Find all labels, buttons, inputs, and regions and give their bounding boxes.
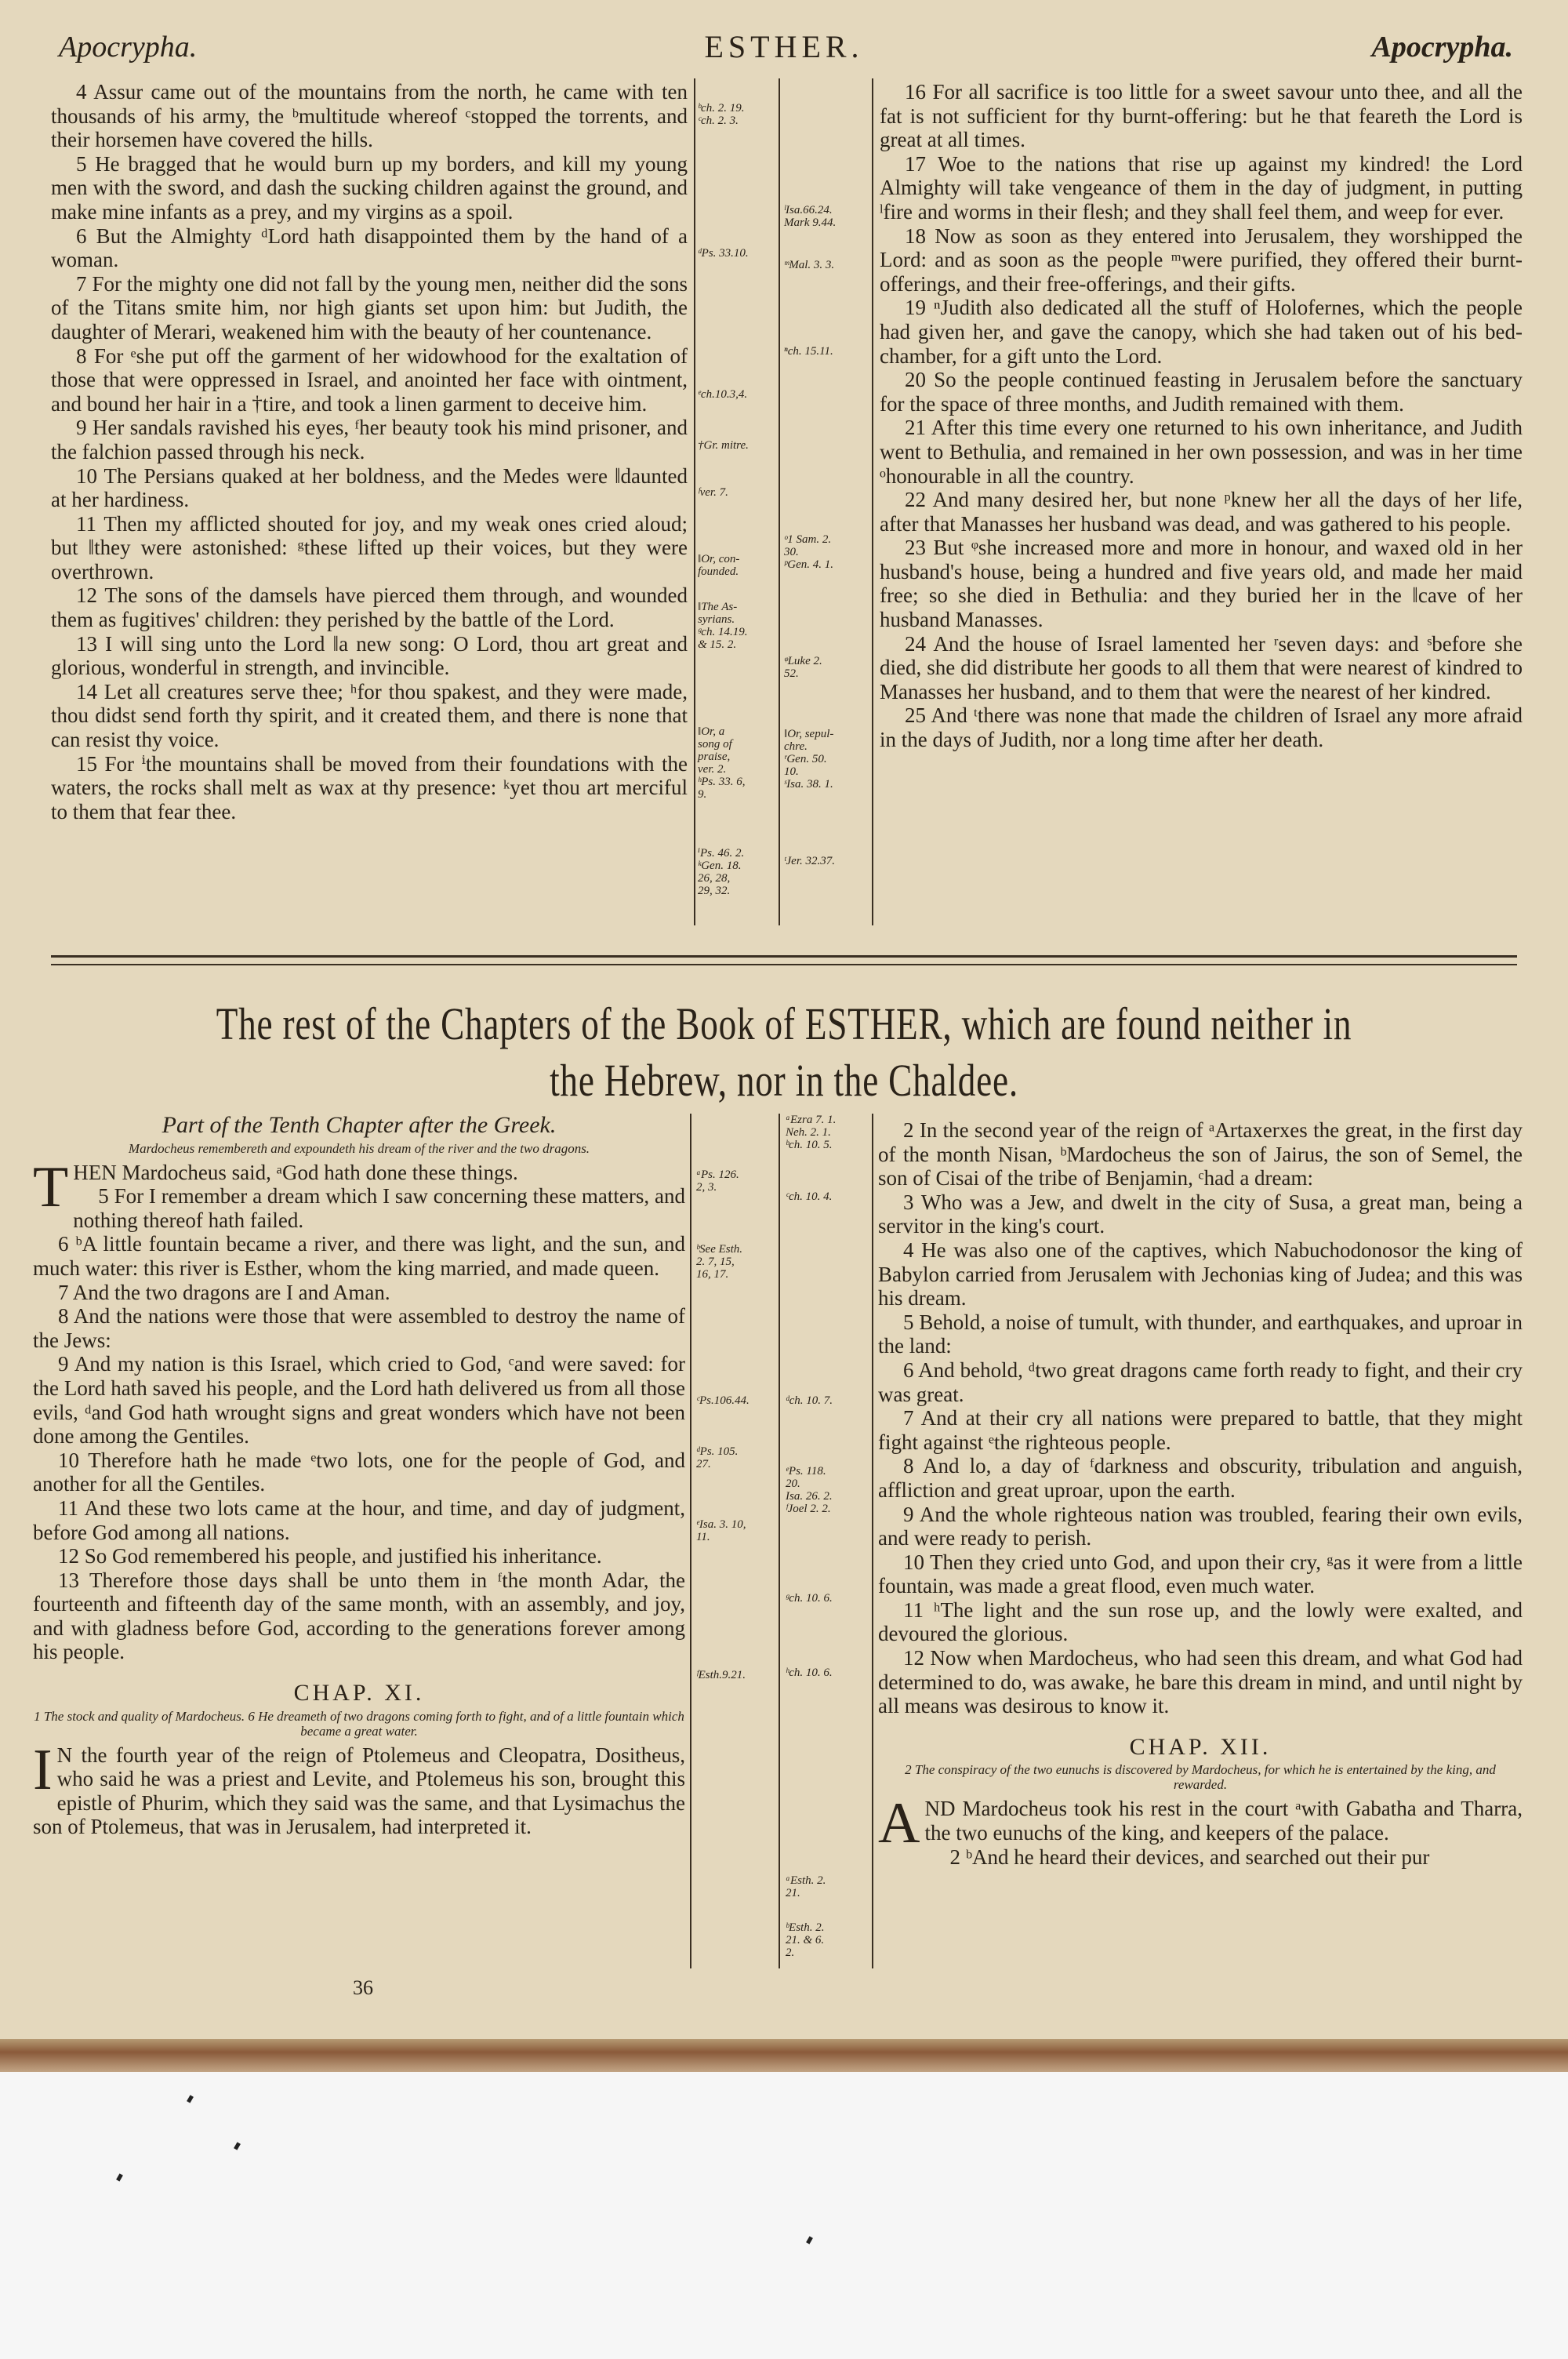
verse: 5 For I remember a dream which I saw concerning these matters, and nothing thereof hath failed. bbox=[73, 1184, 685, 1232]
margin-note: ᵈPs. 105. 27. bbox=[696, 1445, 739, 1470]
page-number: 36 bbox=[353, 1976, 373, 1999]
verse: 6 But the Almighty ᵈLord hath disappointed them by the hand of a woman. bbox=[51, 224, 688, 272]
verse: 17 Woe to the nations that rise up against my kindred! the Lord Almighty will take vengeance of them in the day of judgment, in putting ˡfire and worms in their flesh; and they shall feel them, and weep for ever. bbox=[880, 151, 1523, 224]
top-right-margin-notes bbox=[784, 78, 869, 925]
verse: 2 ᵇAnd he heard their devices, and searched out their pur bbox=[949, 1845, 1430, 1869]
verse: 13 Therefore those days shall be unto them in ᶠthe month Adar, the fourteenth and fifteenth day of the same month, with an assembly, and joy, and with gladness before God, according to the generations forever among his people. bbox=[33, 1568, 685, 1664]
table-surface bbox=[0, 2072, 1568, 2359]
column-rule bbox=[779, 1114, 780, 1968]
verse: 10 Therefore hath he made ᵉtwo lots, one for the people of God, and another for all the Gentiles. bbox=[33, 1448, 685, 1496]
verse: 18 Now as soon as they entered into Jerusalem, they worshipped the Lord: and as soon as the people ᵐwere purified, they offered their burnt-offerings, and their free-offerings, and their gifts. bbox=[880, 224, 1523, 296]
margin-note: ᵈch. 10. 7. bbox=[786, 1394, 833, 1407]
chapter-title: CHAP. XII. bbox=[1129, 1733, 1272, 1760]
verse: 10 Then they cried unto God, and upon their cry, ᵍas it were from a little fountain, was made a great flood, even much water. bbox=[878, 1550, 1523, 1598]
verse: 7 And at their cry all nations were prepared to battle, that they might fight against ᵉthe righteous people. bbox=[878, 1406, 1523, 1454]
book-edge bbox=[0, 2039, 1568, 2072]
running-head-center: ESTHER. bbox=[704, 29, 864, 64]
margin-note: ᶜch. 10. 4. bbox=[786, 1190, 833, 1203]
verse: 21 After this time every one returned to his own inheritance, and Judith went to Bethulia, and remained in her own possession, and was in her time ᵒhonourable in all the country. bbox=[880, 416, 1523, 488]
verse: 22 And many desired her, but none ᵖknew her all the days of her life, after that Manasses her husband was dead, and was gathered to his people. bbox=[880, 488, 1523, 536]
verse: 16 For all sacrifice is too little for a sweet savour unto thee, and all the fat is not sufficient for thy burnt-offering: but he that feareth the Lord is great at all times. bbox=[880, 80, 1523, 152]
verse: 20 So the people continued feasting in Jerusalem before the sanctuary for the space of three months, and Judith remained with them. bbox=[880, 368, 1523, 416]
verse: 15 For ⁱthe mountains shall be moved from their foundations with the waters, the rocks shall melt as wax at thy presence: ᵏyet thou art merciful to them that fear thee. bbox=[51, 751, 688, 823]
margin-note: ᵈPs. 33.10. bbox=[698, 247, 749, 260]
verse: 9 And the whole righteous nation was troubled, fearing their own evils, and were ready to perish. bbox=[878, 1502, 1523, 1550]
top-left-column bbox=[51, 80, 688, 823]
column-rule bbox=[694, 78, 695, 925]
top-left-margin-notes bbox=[698, 78, 776, 925]
chapter-summary: 1 The stock and quality of Mardocheus. 6 He dreameth of two dragons coming forth to fight, and of a little fountain which became a great water. bbox=[34, 1708, 684, 1739]
verse: 8 And the nations were those that were assembled to destroy the name of the Jews: bbox=[33, 1304, 685, 1352]
top-right-column bbox=[880, 80, 1523, 752]
running-head-right: Apocrypha. bbox=[1371, 31, 1513, 64]
verse: 9 And my nation is this Israel, which cried to God, ᶜand were saved: for the Lord hath saved his people, and the Lord hath delivered us from all those evils, ᵈand God hath wrought signs and great wonders which have not been done among the Gentiles. bbox=[33, 1352, 685, 1448]
debris-mark bbox=[806, 2236, 813, 2244]
verse: 4 He was also one of the captives, which Nabuchodonosor the king of Babylon carried from Jerusalem with Jechonias king of Judea; and this was his dream. bbox=[878, 1238, 1523, 1310]
column-rule bbox=[872, 1114, 873, 1968]
verse: AND Mardocheus took his rest in the court ᵃwith Gabatha and Tharra, the two eunuchs of the king, and keepers of the palace. bbox=[878, 1791, 1523, 1856]
margin-note: ᵃEzra 7. 1. Neh. 2. 1. ᵇch. 10. 5. bbox=[786, 1114, 837, 1151]
margin-note: ᶠver. 7. bbox=[698, 486, 728, 499]
margin-note: ᵃEsth. 2. 21. bbox=[786, 1874, 826, 1899]
margin-note: ᵐMal. 3. 3. bbox=[784, 259, 835, 271]
margin-note: ᵉIsa. 3. 10, 11. bbox=[696, 1518, 746, 1543]
verse: 12 The sons of the damsels have pierced them through, and wounded them as fugitives' children: they perished by the battle of the Lord. bbox=[51, 583, 688, 632]
column-rule bbox=[779, 78, 780, 925]
debris-mark bbox=[234, 2142, 241, 2150]
verse: 8 For ᵉshe put off the garment of her widowhood for the exaltation of those that were oppressed in Israel, and anointed her face with ointment, and bound her hair in a †tire, and took a linen garment to deceive him. bbox=[51, 343, 688, 416]
margin-note: ʰch. 10. 6. bbox=[786, 1667, 833, 1679]
verse: 13 I will sing unto the Lord ‖a new song: O Lord, thou art great and glorious, wonderful in strength, and invincible. bbox=[51, 631, 688, 680]
drop-cap: I bbox=[33, 1737, 53, 1802]
verse: 7 For the mighty one did not fall by the young men, neither did the sons of the Titans smite him, nor high giants set upon him: but Judith, the daughter of Merari, weakened him with the beauty of her countenance. bbox=[51, 271, 688, 343]
bottom-left-column bbox=[33, 1114, 685, 1839]
drop-cap: A bbox=[878, 1791, 920, 1856]
chapter-summary: 2 The conspiracy of the two eunuchs is discovered by Mardocheus, for which he is entertained by the king, and rewarded. bbox=[905, 1762, 1496, 1793]
margin-note: ‖The As- syrians. ᵍch. 14.19. & 15. 2. bbox=[698, 601, 748, 651]
margin-note: ‖Or, a song of praise, ver. 2. ʰPs. 33. 6, 9. bbox=[698, 725, 746, 801]
verse: 2 In the second year of the reign of ᵃArtaxerxes the great, in the first day of the month Nisan, ᵇMardocheus the son of Jairus, the son of Semel, the son of Cisai of the tribe of Benjamin, ᶜhad a dream: bbox=[878, 1118, 1523, 1190]
verse: 11 ʰThe light and the sun rose up, and the lowly were exalted, and devoured the glorious. bbox=[878, 1598, 1523, 1646]
section-heading: The rest of the Chapters of the Book of ESTHER, which are found neither in the Hebrew, nor in the Chaldee. bbox=[216, 998, 1352, 1106]
margin-note: ‖Or, con- founded. bbox=[698, 553, 740, 578]
running-head-left: Apocrypha. bbox=[59, 31, 198, 64]
margin-note: ᵒ1 Sam. 2. 30. ᵖGen. 4. 1. bbox=[784, 533, 833, 571]
verse: 12 Now when Mardocheus, who had seen this dream, and what God had determined to do, was awake, he bare this dream in mind, and until night by all means was desirous to know it. bbox=[878, 1646, 1523, 1718]
margin-note: ᵠLuke 2. 52. bbox=[784, 655, 822, 680]
margin-note: †Gr. mitre. bbox=[698, 439, 749, 452]
section-rule bbox=[51, 955, 1517, 958]
verse: THEN Mardocheus said, ᵃGod hath done these things. bbox=[33, 1154, 518, 1219]
margin-note: ⁱPs. 46. 2. ᵏGen. 18. 26, 28, 29, 32. bbox=[698, 847, 745, 897]
verse: 5 Behold, a noise of tumult, with thunder, and earthquakes, and uproar in the land: bbox=[878, 1310, 1523, 1358]
verse: 19 ⁿJudith also dedicated all the stuff of Holofernes, which the people had given her, and gave the canopy, which she had taken out of his bed-chamber, for a gift unto the Lord. bbox=[880, 296, 1523, 368]
part-title: Part of the Tenth Chapter after the Greek. bbox=[162, 1112, 557, 1138]
margin-note: ᵇSee Esth. 2. 7, 15, 16, 17. bbox=[696, 1243, 743, 1281]
verse: I N the fourth year of the reign of Ptolemeus and Cleopatra, Dositheus, who said he was a priest and Levite, and Ptolemeus his son, brought this epistle of Phurim, which they said was the same, and that Lysimachus the son of Ptolemeus, that was in Jerusalem, had interpreted it. bbox=[33, 1737, 685, 1839]
verse: 5 He bragged that he would burn up my borders, and kill my young men with the sword, and dash the sucking children against the ground, and make mine infants as a prey, and my virgins as a spoil. bbox=[51, 151, 688, 224]
bottom-right-margin-notes bbox=[786, 1114, 870, 1968]
column-rule bbox=[690, 1114, 691, 1968]
margin-note: ⁿch. 15.11. bbox=[784, 345, 833, 358]
verse: 8 And lo, a day of ᶠdarkness and obscurity, tribulation and anguish, affliction and great uproar, upon the earth. bbox=[878, 1454, 1523, 1502]
margin-note: ᶠEsth.9.21. bbox=[696, 1669, 746, 1681]
margin-note: ᵍch. 10. 6. bbox=[786, 1592, 833, 1605]
verse: 4 Assur came out of the mountains from the north, he came with ten thousands of his army, the ᵇmultitude whereof ᶜstopped the torrents, and their horsemen have covered the hills. bbox=[51, 80, 688, 152]
verse: 24 And the house of Israel lamented her ʳseven days: and ˢbefore she died, she did distribute her goods to all them that were nearest of kindred to Manasses her husband, and to them that were the nearest of her kindred. bbox=[880, 631, 1523, 703]
bottom-left-margin-notes bbox=[696, 1114, 775, 1968]
verse: 23 But ᵠshe increased more and more in honour, and waxed old in her husband's house, being a hundred and five years old, and made her maid free; so she died in Bethulia: and they buried her in the ‖cave of her husband Manasses. bbox=[880, 536, 1523, 632]
chapter-title: CHAP. XI. bbox=[293, 1680, 425, 1707]
verse: 12 So God remembered his people, and justified his inheritance. bbox=[58, 1544, 602, 1568]
margin-note: ᵉch.10.3,4. bbox=[698, 388, 748, 401]
drop-cap: T bbox=[33, 1154, 69, 1219]
verse: 10 The Persians quaked at her boldness, and the Medes were ‖daunted at her hardiness. bbox=[51, 463, 688, 512]
margin-note: ᵃPs. 126. 2, 3. bbox=[696, 1169, 739, 1194]
section-rule bbox=[51, 964, 1517, 965]
verse: 6 And behold, ᵈtwo great dragons came forth ready to fight, and their cry was great. bbox=[878, 1358, 1523, 1406]
verse: 6 ᵇA little fountain became a river, and there was light, and the sun, and much water: this river is Esther, whom the king married, and made queen. bbox=[33, 1232, 685, 1280]
verse: 7 And the two dragons are I and Aman. bbox=[58, 1280, 390, 1304]
margin-note: ᵗJer. 32.37. bbox=[784, 855, 836, 867]
verse: 14 Let all creatures serve thee; ʰfor thou spakest, and they were made, thou didst send forth thy spirit, and it created them, and there is none that can resist thy voice. bbox=[51, 679, 688, 752]
part-summary: Mardocheus remembereth and expoundeth his dream of the river and the two dragons. bbox=[128, 1140, 590, 1156]
margin-note: ᶜPs.106.44. bbox=[696, 1394, 750, 1407]
margin-note: ᵇEsth. 2. 21. & 6. 2. bbox=[786, 1921, 825, 1959]
margin-note: ˡIsa.66.24. Mark 9.44. bbox=[784, 204, 837, 229]
bottom-right-column bbox=[878, 1118, 1523, 1869]
verse: 9 Her sandals ravished his eyes, ᶠher beauty took his mind prisoner, and the falchion passed through his neck. bbox=[51, 416, 688, 463]
verse: 25 And ᵗthere was none that made the children of Israel any more afraid in the days of Judith, nor a long time after her death. bbox=[880, 703, 1523, 752]
verse: 3 Who was a Jew, and dwelt in the city of Susa, a great man, being a servitor in the king's court. bbox=[878, 1190, 1523, 1238]
verse: 11 Then my afflicted shouted for joy, and my weak ones cried aloud; but ‖they were astonished: ᵍthese lifted up their voices, but they were overthrown. bbox=[51, 511, 688, 583]
margin-note: ‖Or, sepul- chre. ʳGen. 50. 10. ˢIsa. 38. 1. bbox=[784, 728, 834, 791]
debris-mark bbox=[187, 2095, 194, 2103]
margin-note: ᵉPs. 118. 20. Isa. 26. 2. ᶠJoel 2. 2. bbox=[786, 1465, 833, 1515]
debris-mark bbox=[116, 2173, 123, 2181]
column-rule bbox=[872, 78, 873, 925]
margin-note: ᵇch. 2. 19. ᶜch. 2. 3. bbox=[698, 102, 745, 127]
verse: 11 And these two lots came at the hour, and time, and day of judgment, before God among all nations. bbox=[33, 1496, 685, 1544]
